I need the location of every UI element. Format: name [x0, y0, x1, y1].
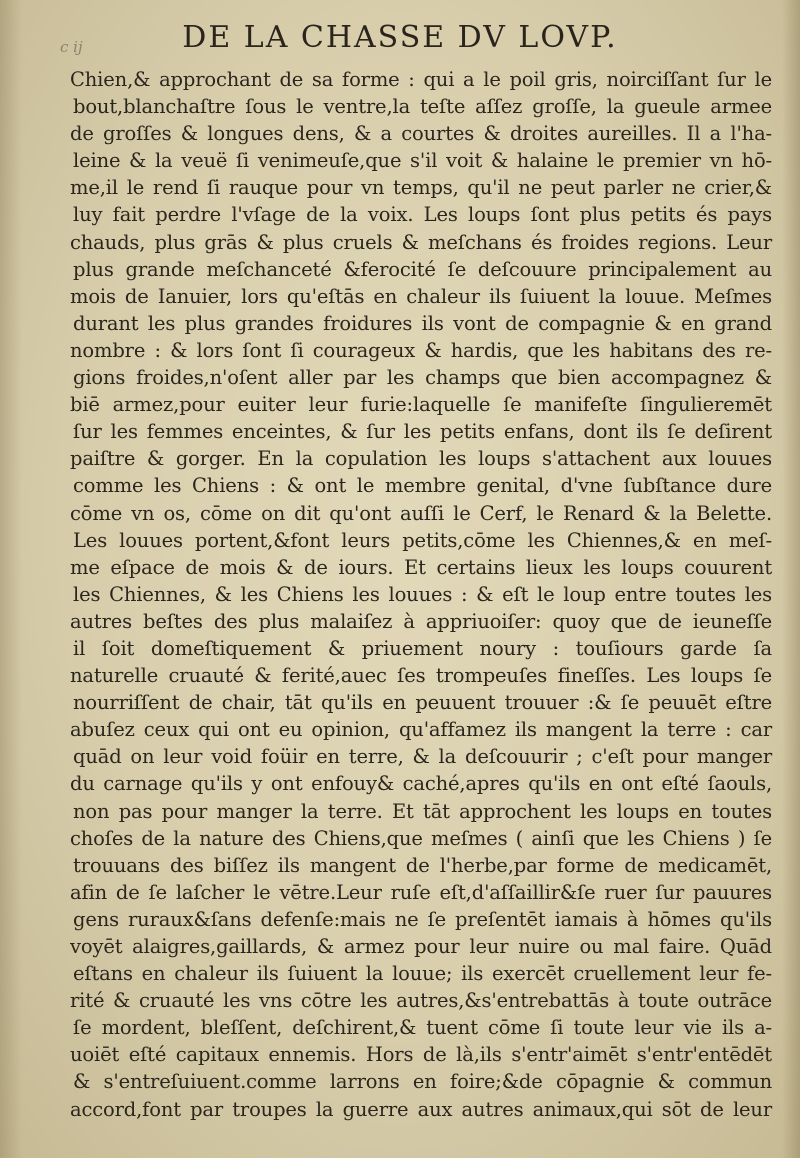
- text-line: durant les plus grandes froidures ils vont de compagnie & en grand: [73, 311, 772, 335]
- text-line: Les louues portent,&font leurs petits,cōme les Chiennes,& en meſ-: [73, 528, 772, 552]
- text-line: mois de Ianuier, lors qu'eſtās en chaleur ils ſuiuent la louue. Meſmes: [70, 284, 772, 308]
- text-line: plus grande meſchanceté &ferocité ſe deſcouure principalement au: [73, 257, 772, 281]
- text-line: bout,blanchaſtre ſous le ventre,la teſte aſſez groſſe, la gueule armee: [73, 95, 772, 119]
- running-head: DE LA CHASSE DV LOVP.: [182, 20, 618, 55]
- text-line: uoiēt eſté capitaux ennemis. Hors de là,ils s'entr'aimēt s'entr'entēdēt: [70, 1043, 772, 1067]
- text-line: gions froides,n'oſent aller par les champs que bien accompagnez &: [73, 366, 772, 390]
- text-line: quād on leur void foüir en terre, & la deſcouurir ; c'eſt pour manger: [73, 745, 772, 769]
- text-line: il ſoit domeſtiquement & priuement noury : touſiours garde ſa: [73, 636, 772, 660]
- text-line: me,il le rend ſi rauque pour vn temps, qu'il ne peut parler ne crier,&: [70, 176, 772, 200]
- page-gutter-shadow: [0, 0, 22, 1158]
- text-line: me eſpace de mois & de iours. Et certains lieux les loups couurent: [70, 555, 772, 579]
- text-line: chauds, plus grās & plus cruels & meſchans és froides regions. Leur: [70, 230, 772, 254]
- text-body: [72, 66, 772, 1123]
- text-line: trouuans des biſſez ils mangent de l'herbe,par forme de medicamēt,: [73, 853, 772, 877]
- text-line: non pas pour manger la terre. Et tāt approchent les loups en toutes: [73, 799, 772, 823]
- text-line: autres beſtes des plus malaiſez à appriuoiſer: quoy que de ieuneſſe: [70, 609, 772, 633]
- text-line: abuſez ceux qui ont eu opinion, qu'affamez ils mangent la terre : car: [70, 718, 772, 742]
- text-line: du carnage qu'ils y ont enfouy& caché,apres qu'ils en ont eſté ſaouls,: [70, 772, 772, 796]
- text-line: afin de ſe laſcher le vētre.Leur ruſe eſt,d'aſſaillir&ſe ruer ſur pauures: [70, 880, 772, 904]
- text-line: comme les Chiens : & ont le membre genital, d'vne ſubſtance dure: [73, 474, 772, 498]
- text-line: cōme vn os, cōme on dit qu'ont auſſi le Cerf, le Renard & la Belette.: [70, 501, 772, 525]
- text-line: eſtans en chaleur ils ſuiuent la louue; ils exercēt cruellement leur fe-: [73, 962, 772, 986]
- text-line: accord,font par troupes la guerre aux autres animaux,qui sōt de leur: [70, 1097, 772, 1121]
- text-line: naturelle cruauté & ferité,auec ſes trompeuſes fineſſes. Les loups ſe: [70, 664, 772, 688]
- text-line: nombre : & lors ſont ſi courageux & hardis, que les habitans des re-: [70, 338, 772, 362]
- text-line: de groſſes & longues dens, & a courtes & droites aureilles. Il a l'ha-: [70, 122, 772, 146]
- page-edge-shadow: [782, 0, 800, 1158]
- text-line: biē armez,pour euiter leur furie:laquelle ſe manifeſte ſingulieremēt: [70, 393, 772, 417]
- text-line: Chien,& approchant de sa forme : qui a le poil gris, noirciſſant ſur le: [70, 68, 772, 91]
- text-line: rité & cruauté les vns cōtre les autres,&s'entrebattās à toute outrāce: [70, 989, 772, 1013]
- text-line: leine & la veuë ſi venimeuſe,que s'il voit & halaine le premier vn hō-: [73, 149, 772, 173]
- text-line: choſes de la nature des Chiens,que meſmes ( ainſi que les Chiens ) ſe: [70, 826, 772, 850]
- folio-mark: c ij: [60, 38, 83, 56]
- text-line: gens ruraux&ſans defenſe:mais ne ſe preſentēt iamais à hōmes qu'ils: [73, 907, 772, 931]
- text-line: les Chiennes, & les Chiens les louues : & eſt le loup entre toutes les: [73, 582, 772, 606]
- text-line: ſe mordent, bleſſent, deſchirent,& tuent cōme ſi toute leur vie ils a-: [73, 1016, 772, 1040]
- text-line: luy fait perdre l'vſage de la voix. Les loups ſont plus petits és pays: [73, 203, 772, 227]
- text-line: nourriſſent de chair, tāt qu'ils en peuuent trouuer :& ſe peuuēt eſtre: [73, 691, 772, 715]
- text-line: ſur les femmes enceintes, & ſur les petits enfans, dont ils ſe deſirent: [73, 420, 772, 444]
- text-line: paiſtre & gorger. En la copulation les loups s'attachent aux louues: [70, 447, 772, 471]
- text-line: voyēt alaigres,gaillards, & armez pour leur nuire ou mal faire. Quād: [70, 935, 772, 958]
- text-line: & s'entreſuiuent.comme larrons en foire;&de cōpagnie & commun: [73, 1070, 772, 1094]
